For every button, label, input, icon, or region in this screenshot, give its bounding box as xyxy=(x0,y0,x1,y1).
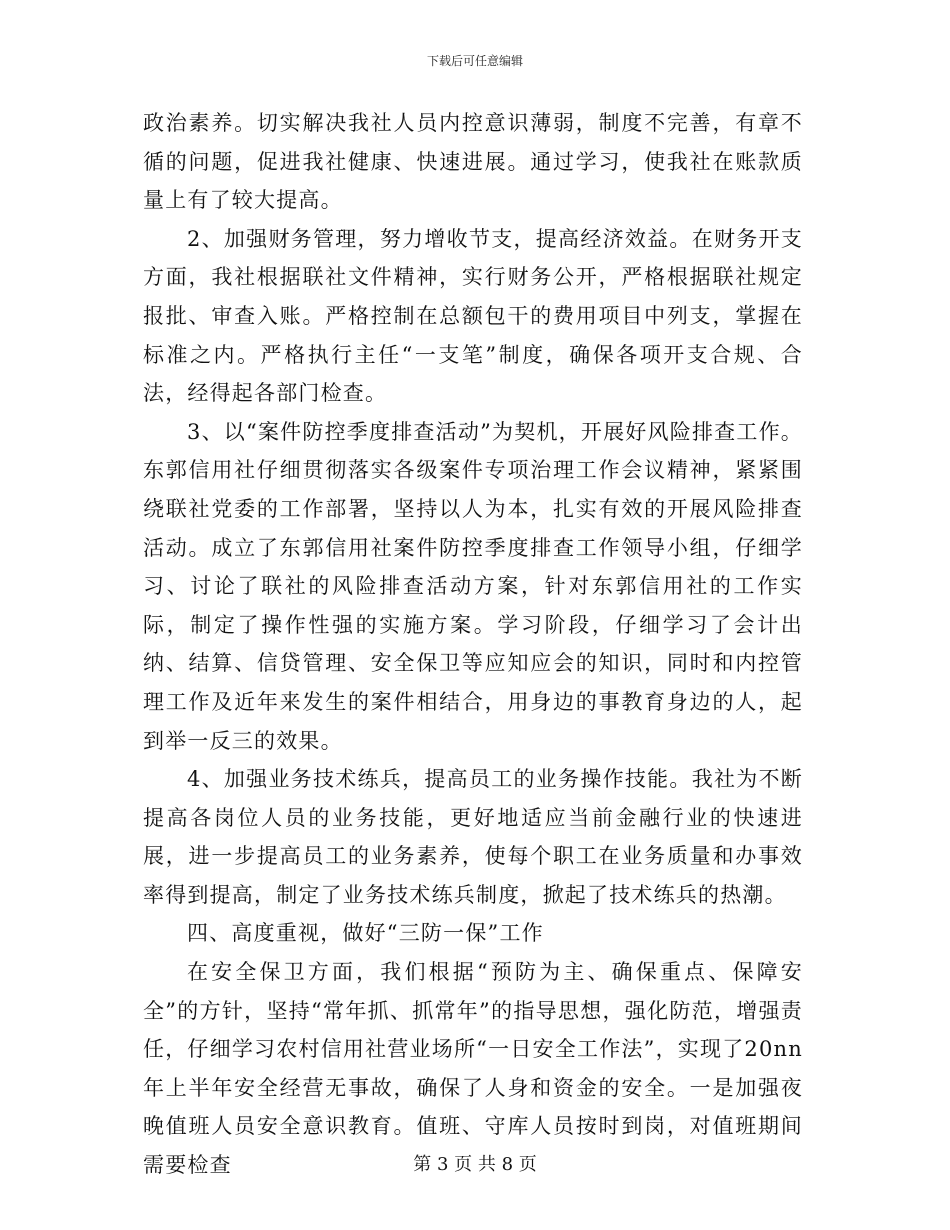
paragraph: 4、加强业务技术练兵，提高员工的业务操作技能。我社为不断提高各岗位人员的业务技能，更好地适应当前金融行业的快速进展，进一步提高员工的业务素养，使每个职工在业务质量和办事效率得到提高，制定了业务技术练兵制度，掀起了技术练兵的热潮。 xyxy=(143,767,803,907)
paragraph: 2、加强财务管理，努力增收节支，提高经济效益。在财务开支方面，我社根据联社文件精神，实行财务公开，严格根据联社规定报批、审查入账。严格控制在总额包干的费用项目中列支，掌握在标准之内。严格执行主任“一支笔”制度，确保各项开支合规、合法，经得起各部门检查。 xyxy=(143,226,803,406)
section-heading: 四、高度重视，做好“三防一保”工作 xyxy=(187,921,544,946)
page-header: 下载后可任意编辑 xyxy=(426,54,523,68)
page-footer: 第 3 页 共 8 页 xyxy=(413,1154,537,1175)
document-body xyxy=(143,104,803,1185)
paragraph: 政治素养。切实解决我社人员内控意识薄弱，制度不完善，有章不循的问题，促进我社健康、快速进展。通过学习，使我社在账款质量上有了较大提高。 xyxy=(143,111,803,213)
paragraph: 在安全保卫方面，我们根据“预防为主、确保重点、保障安全”的方针，坚持“常年抓、抓常年”的指导思想，强化防范，增强责任，仔细学习农村信用社营业场所“一日安全工作法”，实现了20nn年上半年安全经营无事故，确保了人身和资金的安全。一是加强夜晚值班人员安全意识教育。值班、守库人员按时到岗，对值班期间需要检查 xyxy=(143,960,803,1178)
paragraph: 3、以“案件防控季度排查活动”为契机，开展好风险排查工作。东郭信用社仔细贯彻落实各级案件专项治理工作会议精神，紧紧围绕联社党委的工作部署，坚持以人为本，扎实有效的开展风险排查活动。成立了东郭信用社案件防控季度排查工作领导小组，仔细学习、讨论了联社的风险排查活动方案，针对东郭信用社的工作实际，制定了操作性强的实施方案。学习阶段，仔细学习了会计出纳、结算、信贷管理、安全保卫等应知应会的知识，同时和内控管理工作及近年来发生的案件相结合，用身边的事教育身边的人，起到举一反三的效果。 xyxy=(143,419,803,753)
